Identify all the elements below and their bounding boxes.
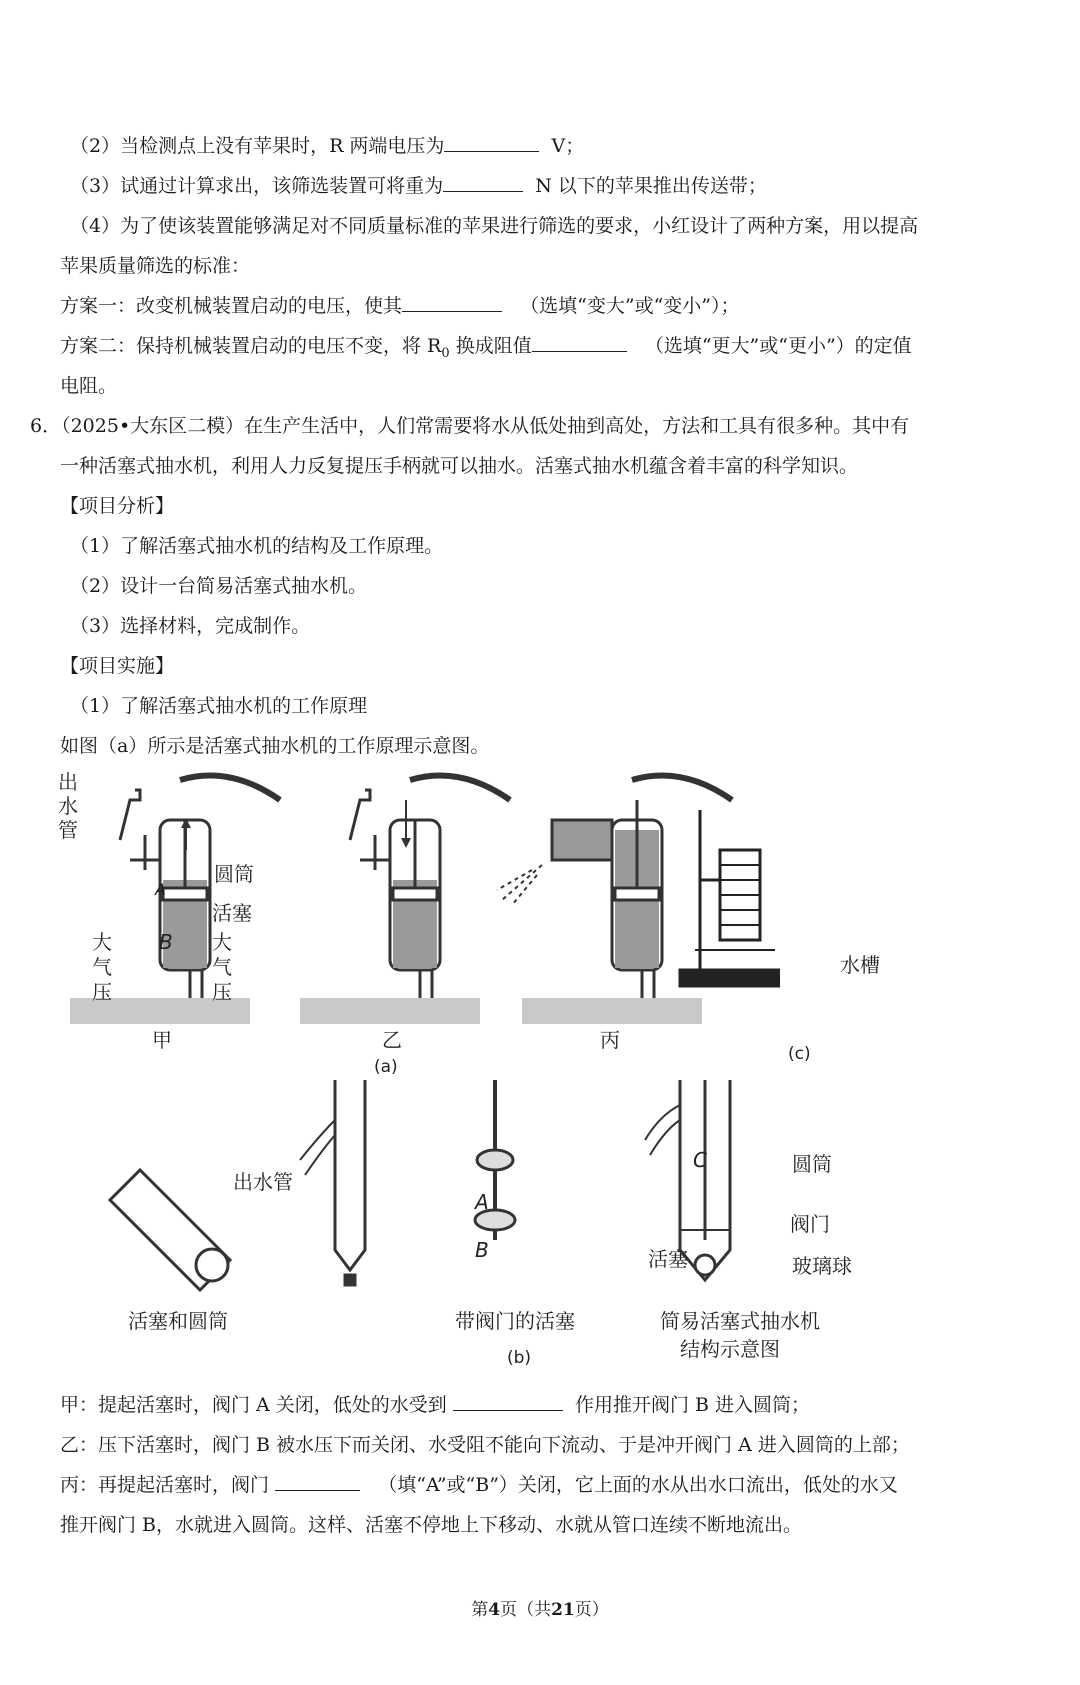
figure-a-sub-1: 甲 <box>152 1028 172 1052</box>
question-6-stem: 6．（2025•大东区二模）在生产生活中，人们常需要将水从低处抽到高处，方法和工具有很多种。其中有 <box>30 415 910 437</box>
text: 换成阻值 <box>455 335 532 357</box>
outlet-label-1: 出 <box>58 770 78 794</box>
analysis-item-2: （2）设计一台简易活塞式抽水机。 <box>70 575 368 597</box>
analysis-item-3: （3）选择材料，完成制作。 <box>70 615 311 637</box>
valve-a-label: A <box>155 880 166 899</box>
figure-c-caption: (c) <box>788 1044 811 1064</box>
text: （选填“更大”或“更小”）的定值 <box>644 335 912 357</box>
text: 方案一：改变机械装置启动的电压，使其 <box>60 295 403 317</box>
step-bing <box>60 1472 898 1498</box>
footer-text: 第 <box>471 1600 489 1620</box>
step-yi: 乙：压下活塞时，阀门 B 被水压下而关闭、水受阻不能向下流动、于是冲开阀门 A 进入圆筒的上部； <box>60 1434 910 1456</box>
page-footer <box>0 1595 1080 1620</box>
cylinder-label: 圆筒 <box>214 862 254 886</box>
fig-b-cylinder: 圆筒 <box>792 1152 832 1176</box>
section-heading-analysis: 【项目分析】 <box>60 495 175 517</box>
piston-label: 活塞 <box>212 901 252 925</box>
page-number: 4 <box>488 1600 501 1620</box>
text: V； <box>551 135 585 157</box>
answer-blank[interactable] <box>444 133 539 152</box>
step-jia <box>60 1392 810 1418</box>
fig-b-item-4-line-2: 结构示意图 <box>680 1337 780 1361</box>
answer-blank[interactable] <box>443 173 523 192</box>
plan-two-cont: 电阻。 <box>60 375 118 397</box>
fig-b-c-label: C <box>693 1148 707 1172</box>
figure-a-caption: (a) <box>374 1057 398 1077</box>
answer-blank[interactable] <box>532 333 627 352</box>
figure-b-caption: (b) <box>507 1348 532 1368</box>
figure-a-sub-3: 丙 <box>600 1028 620 1052</box>
fig-b-valve-a: A <box>475 1190 489 1214</box>
outlet-label-2: 水 <box>58 794 78 818</box>
atm-left-1: 大 <box>92 930 112 954</box>
figure-a-sub-2: 乙 <box>382 1028 402 1052</box>
step-bing-cont: 推开阀门 B，水就进入圆筒。这样、活塞不停地上下移动、水就从管口连续不断地流出。 <box>60 1514 803 1536</box>
question-5-part-3 <box>70 173 767 199</box>
footer-text: 页） <box>574 1600 609 1620</box>
fig-b-item-4-line-1: 简易活塞式抽水机 <box>660 1309 820 1333</box>
fig-b-item-3: 带阀门的活塞 <box>455 1309 575 1333</box>
text: 甲：提起活塞时，阀门 A 关闭，低处的水受到 <box>60 1394 447 1416</box>
text: 方案二：保持机械装置启动的电压不变，将 R <box>60 335 442 357</box>
answer-blank[interactable] <box>453 1392 563 1411</box>
figure-b-components <box>100 1080 900 1340</box>
text: （选填“变大”或“变小”）； <box>520 295 740 317</box>
plan-one <box>60 293 740 319</box>
implementation-item-1: （1）了解活塞式抽水机的工作原理 <box>70 695 368 717</box>
analysis-item-1: （1）了解活塞式抽水机的结构及工作原理。 <box>70 535 444 557</box>
footer-text: 页（共 <box>500 1600 552 1620</box>
question-5-part-4: （4）为了使该装置能够满足对不同质量标准的苹果进行筛选的要求，小红设计了两种方案，用以提高 <box>70 215 919 237</box>
text: 丙：再提起活塞时，阀门 <box>60 1474 270 1496</box>
text: 作用推开阀门 B 进入圆筒； <box>574 1394 810 1416</box>
atm-right-3: 压 <box>212 980 232 1004</box>
atm-right-2: 气 <box>212 955 232 979</box>
answer-blank[interactable] <box>402 293 502 312</box>
outlet-label-3: 管 <box>58 818 78 842</box>
fig-b-valve: 阀门 <box>790 1212 830 1236</box>
text: （2）当检测点上没有苹果时，R 两端电压为 <box>70 135 445 157</box>
answer-blank[interactable] <box>275 1472 360 1491</box>
question-5-part-4-cont: 苹果质量筛选的标准： <box>60 255 251 277</box>
section-heading-implementation: 【项目实施】 <box>60 655 175 677</box>
atm-left-3: 压 <box>92 980 112 1004</box>
text: （3）试通过计算求出，该筛选装置可将重为 <box>70 175 444 197</box>
page-total: 21 <box>551 1600 575 1620</box>
tank-label: 水槽 <box>840 953 880 977</box>
question-6-stem-cont: 一种活塞式抽水机，利用人力反复提压手柄就可以抽水。活塞式抽水机蕴含着丰富的科学知识。 <box>60 455 859 477</box>
valve-b-label: B <box>159 930 173 954</box>
figure-intro: 如图（a）所示是活塞式抽水机的工作原理示意图。 <box>60 735 490 757</box>
subscript: 0 <box>441 345 450 361</box>
plan-two <box>60 333 912 367</box>
text: （填“A”或“B”）关闭，它上面的水从出水口流出，低处的水又 <box>378 1474 898 1496</box>
fig-b-outlet: 出水管 <box>233 1170 293 1194</box>
atm-right-1: 大 <box>212 930 232 954</box>
fig-b-valve-b: B <box>475 1238 489 1262</box>
fig-b-item-1: 活塞和圆筒 <box>128 1309 228 1333</box>
fig-b-piston: 活塞 <box>648 1247 688 1271</box>
question-5-part-2 <box>70 133 584 159</box>
text: N 以下的苹果推出传送带； <box>535 175 767 197</box>
fig-b-glass-ball: 玻璃球 <box>792 1254 852 1278</box>
atm-left-2: 气 <box>92 955 112 979</box>
